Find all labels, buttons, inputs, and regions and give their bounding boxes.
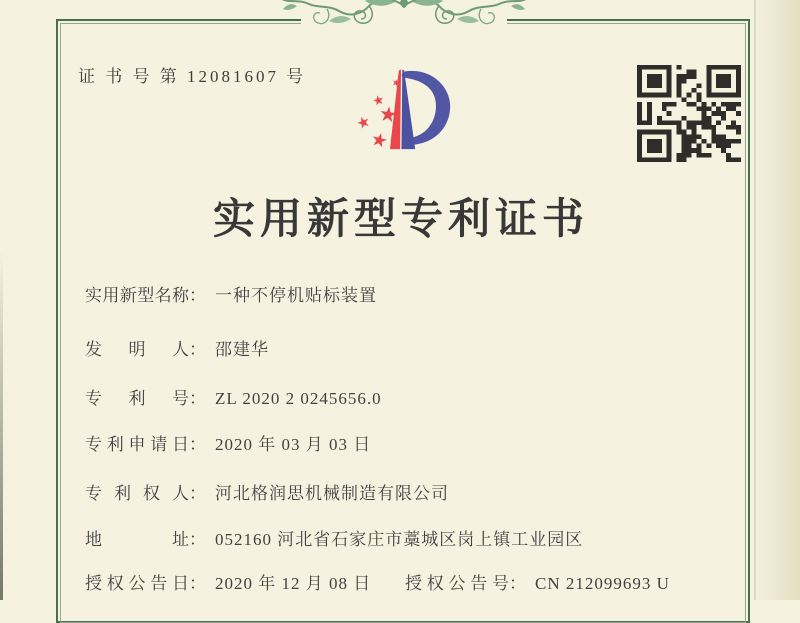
field-value: 2020 年 12 月 08 日 [215,574,372,593]
field-colon: ： [189,286,206,305]
field-value: CN 212099693 U [535,574,670,593]
page-left-edge-shadow [0,250,3,600]
qr-code [637,65,741,162]
field-colon: ： [189,574,206,593]
field-label: 地址 [85,530,189,549]
field-value: 邵建华 [215,340,269,359]
field-value: 河北格润思机械制造有限公司 [215,484,449,503]
field-value: ZL 2020 2 0245656.0 [215,389,382,408]
field-label: 专利申请日 [85,435,189,454]
field-row-patent-name [85,281,377,306]
certificate-number: 证 书 号 第 12081607 号 [78,67,307,86]
field-label: 专利号 [85,389,189,408]
field-value: 052160 河北省石家庄市藁城区岗上镇工业园区 [215,530,584,549]
grant-number-pair [405,569,670,594]
field-colon: ： [189,340,206,359]
field-row-patent-number [85,384,382,409]
field-label: 授权公告日 [85,574,189,593]
certificate-title: 实用新型专利证书 [212,197,589,243]
field-row-patentee [85,479,449,504]
top-ornament-icon [279,0,529,36]
field-label: 发明人 [85,340,189,359]
field-label: 专利权人 [85,484,189,503]
field-label: 实用新型名称 [85,286,189,305]
page-right-edge-shadow [754,0,800,600]
grant-date-pair [85,574,371,593]
cnipa-logo-icon [346,58,464,166]
field-row-inventor [85,335,269,360]
field-label: 授权公告号 [405,574,509,593]
field-row-grant [85,569,670,594]
field-colon: ： [189,435,206,454]
field-colon: ： [189,530,206,549]
field-value: 2020 年 03 月 03 日 [215,435,372,454]
field-value: 一种不停机贴标装置 [215,286,377,305]
field-row-application-date [85,430,371,455]
field-colon: ： [189,389,206,408]
field-colon: ： [189,484,206,503]
field-colon: ： [509,574,526,593]
field-row-address [85,525,583,550]
